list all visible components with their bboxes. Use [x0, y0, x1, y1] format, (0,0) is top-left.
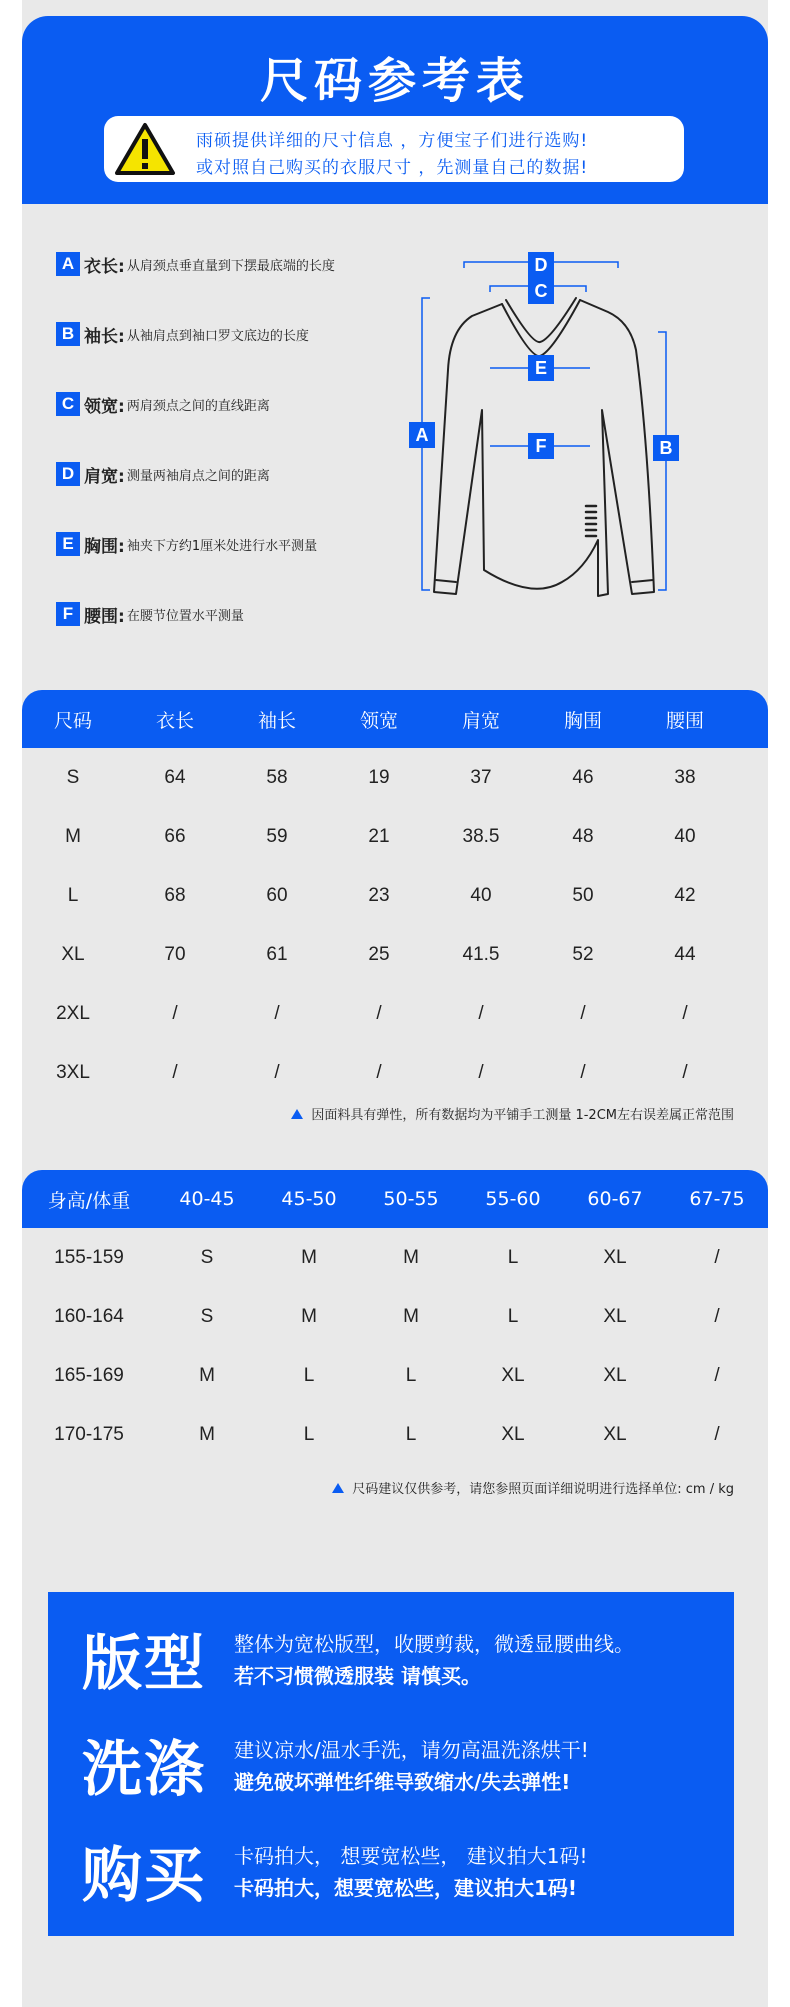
table-cell: M — [301, 1305, 317, 1327]
table-cell: L — [507, 1246, 519, 1268]
header-cell: 55-60 — [485, 1188, 541, 1210]
table-cell: 66 — [164, 825, 186, 847]
header-cell: 身高/体重 — [47, 1189, 131, 1212]
table-cell: 170-175 — [54, 1423, 124, 1445]
header-cell: 60-67 — [587, 1188, 643, 1210]
size-table — [22, 690, 768, 1102]
recommend-table-body — [22, 1228, 768, 1464]
table-cell: / — [580, 1002, 586, 1024]
measure-item-chest — [56, 530, 317, 558]
header-cell: 领宽 — [359, 709, 398, 732]
table-cell: 42 — [674, 884, 696, 906]
table-row — [22, 1228, 768, 1287]
measure-name: 腰围: — [84, 606, 125, 627]
page-title: 尺码参考表 — [259, 53, 530, 109]
header-cell: 45-50 — [281, 1188, 337, 1210]
measure-desc: 从肩颈点垂直量到下摆最底端的长度 — [126, 258, 335, 274]
triangle-icon — [291, 1109, 303, 1119]
table-cell: L — [507, 1305, 519, 1327]
table-cell: 46 — [572, 766, 594, 788]
table-cell: 41.5 — [462, 943, 500, 965]
table-cell: M — [65, 825, 81, 847]
table-row — [22, 984, 768, 1043]
diagram-label-d: D — [528, 252, 554, 278]
table-cell: 25 — [368, 943, 390, 965]
table-cell: / — [274, 1061, 280, 1083]
table-cell: / — [714, 1246, 720, 1268]
table-cell: 165-169 — [54, 1364, 124, 1386]
table-cell: XL — [603, 1423, 627, 1445]
measure-name: 袖长: — [84, 326, 125, 347]
recommend-note-text: 尺码建议仅供参考，请您参照页面详细说明进行选择单位: cm / kg — [352, 1482, 734, 1497]
measure-item-length — [56, 250, 335, 278]
recommend-table-note — [332, 1478, 734, 1497]
table-cell: / — [478, 1002, 484, 1024]
header-banner — [22, 16, 768, 204]
table-cell: / — [172, 1061, 178, 1083]
table-row — [22, 866, 768, 925]
info-title: 版型 — [82, 1629, 206, 1699]
size-table-note — [291, 1104, 734, 1123]
measure-desc: 袖夹下方约1厘米处进行水平测量 — [126, 538, 318, 554]
table-row — [22, 1043, 768, 1102]
size-table-body — [22, 748, 768, 1102]
table-cell: M — [403, 1305, 419, 1327]
garment-diagram — [412, 240, 752, 620]
info-line-1: 卡码拍大， 想要宽松些， 建议拍大1码! — [234, 1844, 588, 1868]
diagram-label-b: B — [653, 435, 679, 461]
table-cell: 3XL — [56, 1061, 90, 1083]
table-cell: 38 — [674, 766, 696, 788]
table-cell: 40 — [470, 884, 492, 906]
table-cell: 68 — [164, 884, 186, 906]
measure-desc: 在腰节位置水平测量 — [126, 608, 244, 624]
table-cell: / — [478, 1061, 484, 1083]
table-cell: / — [376, 1002, 382, 1024]
table-cell: 48 — [572, 825, 594, 847]
measure-item-collar — [56, 390, 270, 418]
notice-line-2: 或对照自己购买的衣服尺寸 ，先测量自己的数据! — [196, 158, 589, 178]
recommend-table-header — [22, 1170, 768, 1228]
table-cell: L — [405, 1364, 417, 1386]
table-cell: / — [376, 1061, 382, 1083]
measure-name: 衣长: — [84, 256, 125, 277]
table-cell: L — [67, 884, 79, 906]
info-line-2: 卡码拍大，想要宽松些，建议拍大1码! — [234, 1876, 578, 1900]
header-cell: 肩宽 — [461, 709, 500, 732]
table-cell: 52 — [572, 943, 594, 965]
table-cell: / — [172, 1002, 178, 1024]
info-line-1: 整体为宽松版型，收腰剪裁，微透显腰曲线。 — [234, 1632, 634, 1656]
notice-line-1: 雨硕提供详细的尺寸信息 ，方便宝子们进行选购! — [196, 131, 589, 151]
table-row — [22, 1287, 768, 1346]
table-row — [22, 1346, 768, 1405]
measure-badge: E — [56, 532, 80, 556]
table-cell: 50 — [572, 884, 594, 906]
measure-badge: F — [56, 602, 80, 626]
header-cell: 40-45 — [179, 1188, 235, 1210]
notice-box — [104, 116, 684, 182]
table-cell: XL — [501, 1364, 525, 1386]
table-cell: L — [303, 1364, 315, 1386]
table-cell: L — [303, 1423, 315, 1445]
table-cell: / — [682, 1061, 688, 1083]
info-title: 洗涤 — [82, 1735, 206, 1805]
diagram-label-a: A — [409, 422, 435, 448]
header-cell: 衣长 — [155, 709, 194, 732]
shirt-outline-icon — [412, 240, 752, 620]
triangle-icon — [332, 1483, 344, 1493]
table-cell: 64 — [164, 766, 186, 788]
table-cell: M — [403, 1246, 419, 1268]
diagram-label-c: C — [528, 278, 554, 304]
header-cell: 袖长 — [257, 709, 296, 732]
table-cell: M — [301, 1246, 317, 1268]
table-cell: / — [714, 1305, 720, 1327]
table-cell: 19 — [368, 766, 390, 788]
table-cell: XL — [501, 1423, 525, 1445]
measure-item-sleeve — [56, 320, 309, 348]
header-cell: 胸围 — [563, 709, 602, 732]
product-info-box — [48, 1592, 734, 1936]
table-cell: 44 — [674, 943, 696, 965]
warning-icon — [114, 122, 176, 176]
table-row — [22, 748, 768, 807]
table-cell: L — [405, 1423, 417, 1445]
header-cell: 尺码 — [53, 709, 92, 732]
info-block-fit — [48, 1610, 734, 1710]
info-line-2: 避免破坏弹性纤维导致缩水/失去弹性! — [234, 1770, 571, 1794]
table-cell: / — [274, 1002, 280, 1024]
table-cell: S — [200, 1305, 214, 1327]
table-cell: / — [714, 1364, 720, 1386]
table-cell: / — [580, 1061, 586, 1083]
table-cell: 40 — [674, 825, 696, 847]
table-cell: XL — [603, 1305, 627, 1327]
table-cell: 60 — [266, 884, 288, 906]
table-row — [22, 1405, 768, 1464]
measure-name: 领宽: — [84, 396, 125, 417]
table-cell: / — [714, 1423, 720, 1445]
measure-desc: 从袖肩点到袖口罗文底边的长度 — [126, 328, 309, 344]
recommend-table — [22, 1170, 768, 1464]
table-cell: 59 — [266, 825, 288, 847]
table-cell: 155-159 — [54, 1246, 124, 1268]
table-cell: 70 — [164, 943, 186, 965]
table-cell: 38.5 — [462, 825, 500, 847]
info-block-buy — [48, 1822, 734, 1922]
info-title: 购买 — [82, 1841, 206, 1911]
table-cell: 37 — [470, 766, 492, 788]
diagram-label-f: F — [528, 433, 554, 459]
table-cell: 23 — [368, 884, 390, 906]
table-cell: S — [200, 1246, 214, 1268]
info-block-wash — [48, 1716, 734, 1816]
table-cell: XL — [61, 943, 85, 965]
header-cell: 50-55 — [383, 1188, 439, 1210]
measure-name: 胸围: — [84, 536, 125, 557]
measure-desc: 两肩颈点之间的直线距离 — [126, 398, 270, 414]
size-table-header — [22, 690, 768, 748]
info-line-1: 建议凉水/温水手洗，请勿高温洗涤烘干! — [234, 1738, 589, 1762]
size-note-text: 因面料具有弹性，所有数据均为平铺手工测量 1-2CM左右误差属正常范围 — [311, 1108, 734, 1123]
table-cell: S — [66, 766, 80, 788]
measure-badge: D — [56, 462, 80, 486]
info-line-2: 若不习惯微透服装 请慎买。 — [234, 1664, 481, 1688]
table-cell: M — [199, 1423, 215, 1445]
header-cell: 腰围 — [665, 709, 704, 732]
table-row — [22, 807, 768, 866]
measure-item-waist — [56, 600, 244, 628]
measure-badge: B — [56, 322, 80, 346]
diagram-label-e: E — [528, 355, 554, 381]
table-cell: 21 — [368, 825, 390, 847]
table-cell: M — [199, 1364, 215, 1386]
table-cell: XL — [603, 1364, 627, 1386]
header-cell: 67-75 — [689, 1188, 745, 1210]
size-guide-page — [22, 0, 768, 2007]
table-cell: / — [682, 1002, 688, 1024]
measure-badge: A — [56, 252, 80, 276]
table-cell: 58 — [266, 766, 288, 788]
measure-badge: C — [56, 392, 80, 416]
table-cell: 160-164 — [54, 1305, 124, 1327]
measure-desc: 测量两袖肩点之间的距离 — [126, 468, 270, 484]
table-cell: 2XL — [56, 1002, 90, 1024]
table-cell: XL — [603, 1246, 627, 1268]
table-row — [22, 925, 768, 984]
table-cell: 61 — [266, 943, 288, 965]
measure-name: 肩宽: — [84, 466, 125, 487]
measure-item-shoulder — [56, 460, 270, 488]
